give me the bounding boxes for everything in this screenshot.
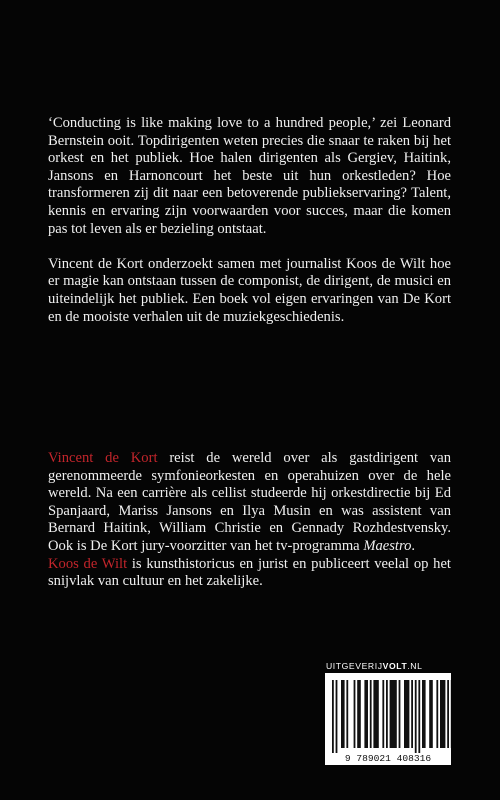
publisher-prefix: UITGEVERIJ xyxy=(326,661,383,671)
blurb-paragraph-1: ‘Conducting is like making love to a hundred people,’ zei Leonard Bernstein ooit. Topdirigenten weten precies die snaar te raken bij het orkest en het publiek. Hoe halen dirigenten als Gergiev, Haitink, Jansons en Harnoncourt het beste uit hun orkestleden? Hoe transformeren zij dit naar een betoverende publiekservaring? Talent, kennis en ervaring zijn voorwaarden voor succes, maar die komen pas tot leven als er bezieling ontstaat. xyxy=(48,115,451,237)
barcode-graphic xyxy=(325,673,451,765)
blurb-paragraph-2: Vincent de Kort onderzoekt samen met journalist Koos de Wilt hoe er magie kan ontstaan tussen de componist, de dirigent, de musici en uiteindelijk het publiek. Een boek vol eigen ervaringen van De Kort en de mooiste verhalen uit de muziekgeschiedenis. xyxy=(48,255,451,325)
barcode-bar xyxy=(386,680,388,748)
author-2-name: Koos de Wilt xyxy=(48,555,128,572)
barcode-bar xyxy=(422,680,426,748)
barcode-bar xyxy=(332,680,334,753)
barcode-bar xyxy=(390,680,397,748)
barcode-bar xyxy=(447,680,449,748)
barcode-bar xyxy=(346,680,348,748)
barcode-bar xyxy=(415,680,417,753)
isbn-barcode xyxy=(325,673,451,765)
barcode-bar xyxy=(382,680,384,748)
tv-program-title: Maestro xyxy=(363,537,412,554)
barcode-bar xyxy=(440,680,445,748)
barcode-bar xyxy=(373,680,378,748)
publisher-suffix: .NL xyxy=(407,661,423,671)
barcode-bar xyxy=(411,680,413,748)
barcode-bar xyxy=(364,680,368,748)
barcode-bar xyxy=(341,680,345,748)
barcode-bar xyxy=(357,680,361,748)
author-2-bio-text: is kunsthistoricus en jurist en publiceert veelal op het snijvlak van cultuur en het zakelijke. xyxy=(48,555,451,590)
barcode-bars xyxy=(332,680,451,753)
bio-author-1 xyxy=(48,450,451,556)
barcode-bar xyxy=(354,680,356,748)
barcode-bar xyxy=(418,680,420,753)
author-1-bio-end: . xyxy=(411,537,416,554)
back-cover-blurb xyxy=(48,115,451,326)
author-1-name: Vincent de Kort xyxy=(48,450,158,466)
barcode-bar xyxy=(404,680,409,748)
barcode-bar xyxy=(399,680,401,748)
barcode-digits: 9 789021 408316 xyxy=(344,753,432,764)
bio-author-2 xyxy=(48,556,451,591)
barcode-bar xyxy=(429,680,433,748)
barcode-bar xyxy=(436,680,438,748)
barcode-bar xyxy=(370,680,372,748)
author-1-bio-text: reist de wereld over als gastdirigent van gerenommeerde symfonieorkesten en operahuizen over de hele wereld. Na een carrière als cellist studeerde hij orkestdirectie bij Ed Spanjaard, Mariss Jansons en Ilya Musin en was assistent van Bernard Haitink, William Christie en Gennady Rozhdestvensky. Ook is De Kort jury-voorzitter van het tv-programma xyxy=(48,450,451,554)
author-bios xyxy=(48,450,451,591)
publisher-url xyxy=(326,661,423,671)
publisher-bold: VOLT xyxy=(382,661,408,671)
barcode-bar xyxy=(336,680,338,753)
